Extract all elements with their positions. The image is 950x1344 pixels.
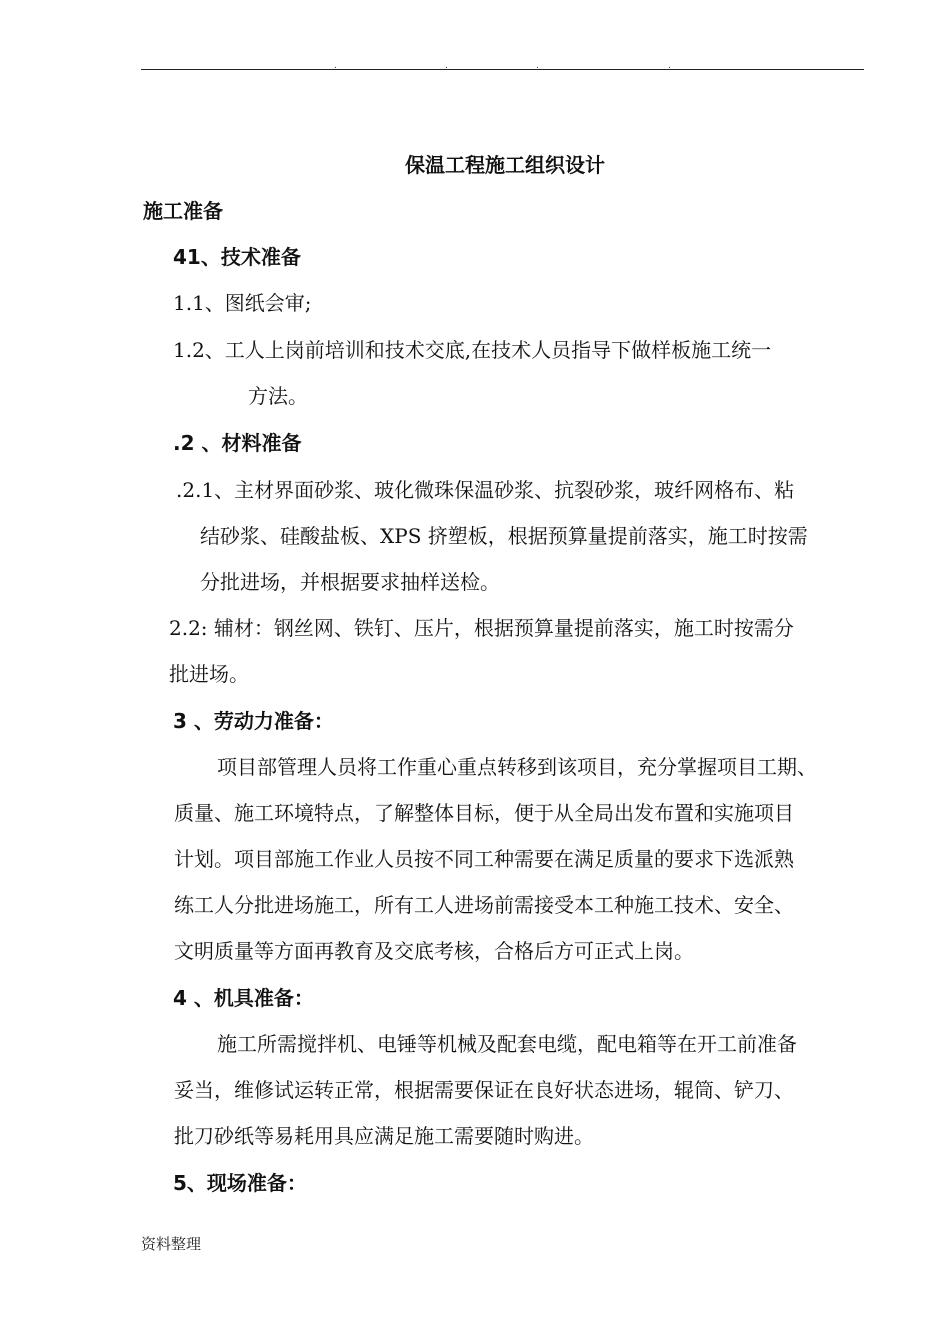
subsection-heading: 41、技术准备 [173, 245, 301, 269]
document-title: 保温工程施工组织设计 [405, 153, 605, 177]
paragraph-line: 文明质量等方面再教育及交底考核，合格后方可正式上岗。 [174, 939, 694, 963]
header-rule [141, 69, 864, 70]
paragraph-line: 结砂浆、硅酸盐板、XPS 挤塑板，根据预算量提前落实，施工时按需 [200, 524, 808, 548]
subsection-heading: 4 、机具准备： [173, 986, 314, 1010]
paragraph-line: 计划。项目部施工作业人员按不同工种需要在满足质量的要求下选派熟 [174, 847, 794, 871]
paragraph-line: .2.1、主材界面砂浆、玻化微珠保温砂浆、抗裂砂浆，玻纤网格布、粘 [176, 478, 795, 502]
paragraph-line: 批刀砂纸等易耗用具应满足施工需要随时购进。 [174, 1124, 594, 1148]
paragraph-line: 批进场。 [169, 662, 249, 686]
paragraph-line: 方法。 [248, 384, 308, 408]
header-dot: . [445, 61, 448, 71]
paragraph-line: 质量、施工环境特点，了解整体目标，便于从全局出发布置和实施项目 [174, 801, 794, 825]
header-dot: . [334, 61, 337, 71]
paragraph-line: 1.2、工人上岗前培训和技术交底,在技术人员指导下做样板施工统一 [173, 338, 772, 362]
paragraph-line: 2.2: 辅材：钢丝网、铁钉、压片，根据预算量提前落实，施工时按需分 [169, 616, 794, 640]
section-heading: 施工准备 [143, 199, 223, 223]
subsection-heading: .2 、材料准备 [173, 431, 302, 455]
footer-label: 资料整理 [141, 1235, 202, 1253]
header-dot: . [668, 61, 671, 71]
header-dot: . [536, 61, 539, 71]
paragraph-line: 分批进场，并根据要求抽样送检。 [200, 570, 500, 594]
subsection-heading: 3 、劳动力准备： [173, 709, 334, 733]
paragraph-line: 施工所需搅拌机、电锤等机械及配套电缆，配电箱等在开工前准备 [217, 1032, 797, 1056]
paragraph-line: 练工人分批进场施工，所有工人进场前需接受本工种施工技术、安全、 [174, 893, 794, 917]
paragraph-line: 项目部管理人员将工作重心重点转移到该项目，充分掌握项目工期、 [217, 755, 817, 779]
paragraph-line: 1.1、图纸会审; [173, 291, 312, 315]
paragraph-line: 妥当，维修试运转正常，根据需要保证在良好状态进场，辊筒、铲刀、 [174, 1078, 794, 1102]
subsection-heading: 5、现场准备： [173, 1171, 307, 1195]
